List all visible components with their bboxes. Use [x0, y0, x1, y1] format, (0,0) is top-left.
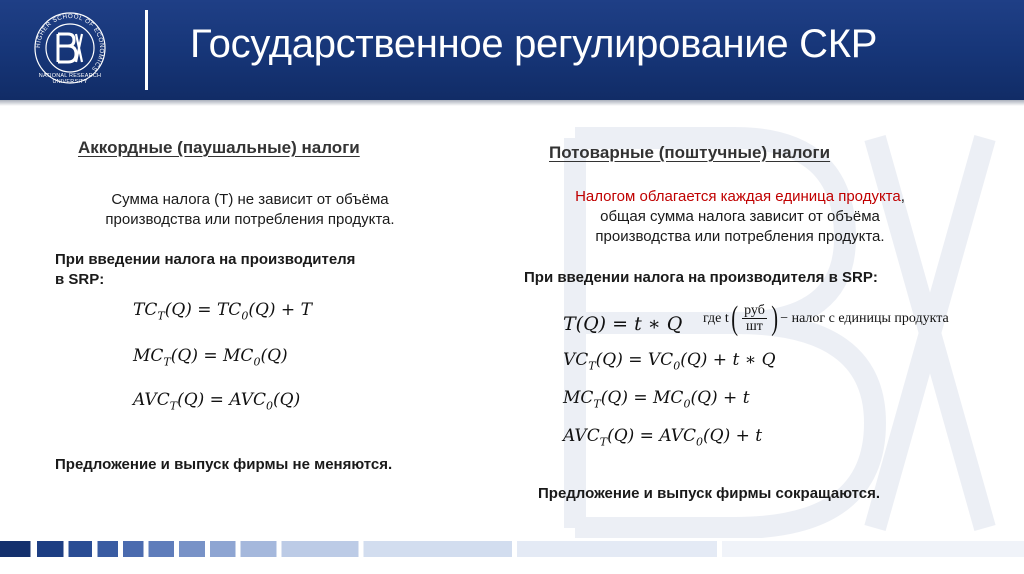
paren-open: ( — [731, 299, 738, 337]
formula-text: $MC_T(Q) = MC_0(Q)$ — [133, 346, 288, 369]
right-formula-vc — [563, 350, 776, 372]
logo-caption-line1: NATIONAL RESEARCH — [38, 73, 102, 79]
left-formula-avc — [133, 390, 300, 412]
where-note — [703, 299, 949, 337]
right-heading: Потоварные (поштучные) налоги — [549, 143, 831, 162]
formula-text: T(Q) = t ∗ Q — [563, 313, 683, 335]
right-desc-line1 — [530, 187, 950, 207]
left-intro — [55, 250, 355, 290]
right-intro: При введении налога на производителя в SRP: — [524, 269, 878, 286]
logo-caption-line2: UNIVERSITY — [52, 79, 88, 85]
logo-ring-text: HIGHER SCHOOL OF ECONOMICS — [34, 12, 106, 73]
logo-caption — [28, 73, 112, 85]
unit-denominator: шт — [746, 319, 763, 334]
right-desc-line3: производства или потребления продукта. — [595, 228, 885, 245]
left-description — [60, 190, 440, 230]
right-formula-t — [563, 313, 682, 335]
left-desc-line2: производства или потребления продукта. — [105, 211, 395, 228]
left-heading: Аккордные (паушальные) налоги — [78, 138, 360, 157]
formula-text: $AVC_T(Q) = AVC_0(Q) + t$ — [563, 426, 763, 449]
svg-text:HIGHER SCHOOL OF ECONOMICS — [35, 13, 105, 73]
left-formula-tc — [133, 300, 312, 322]
formula-text: $VC_T(Q) = VC_0(Q) + t$ ∗ Q — [563, 350, 776, 373]
right-desc-red: Налогом облагается каждая единица продукта — [575, 188, 901, 205]
left-intro-line1: При введении налога на производителя — [55, 251, 356, 268]
right-formula-avc — [563, 426, 762, 448]
header-shadow — [0, 100, 1024, 106]
left-formula-mc — [133, 346, 288, 368]
paren-close: ) — [771, 299, 778, 337]
right-formula-mc — [563, 388, 750, 410]
page-title: Государственное регулирование СКР — [190, 22, 878, 66]
unit-numerator: руб — [744, 303, 765, 318]
right-desc-comma: , — [900, 188, 905, 205]
unit-fraction — [742, 303, 767, 334]
where-label: где t — [703, 310, 729, 326]
left-intro-line2: в SRP: — [55, 271, 105, 288]
right-desc-line2: общая сумма налога зависит от объёма — [600, 208, 880, 225]
left-conclusion: Предложение и выпуск фирмы не меняются. — [55, 456, 393, 473]
right-conclusion: Предложение и выпуск фирмы сокращаются. — [538, 485, 881, 502]
header-divider — [145, 10, 148, 90]
where-description: − налог с единицы продукта — [780, 310, 949, 326]
formula-text: $MC_T(Q) = MC_0(Q) + t$ — [563, 388, 750, 411]
footer-strip — [0, 541, 1024, 557]
left-desc-line1: Сумма налога (T) не зависит от объёма — [111, 191, 389, 208]
formula-text: $AVC_T(Q) = AVC_0(Q)$ — [133, 390, 301, 413]
formula-text: $TC_T(Q) = TC_0(Q) + T$ — [133, 300, 312, 323]
right-description — [530, 187, 950, 247]
header-bar — [0, 0, 1024, 100]
